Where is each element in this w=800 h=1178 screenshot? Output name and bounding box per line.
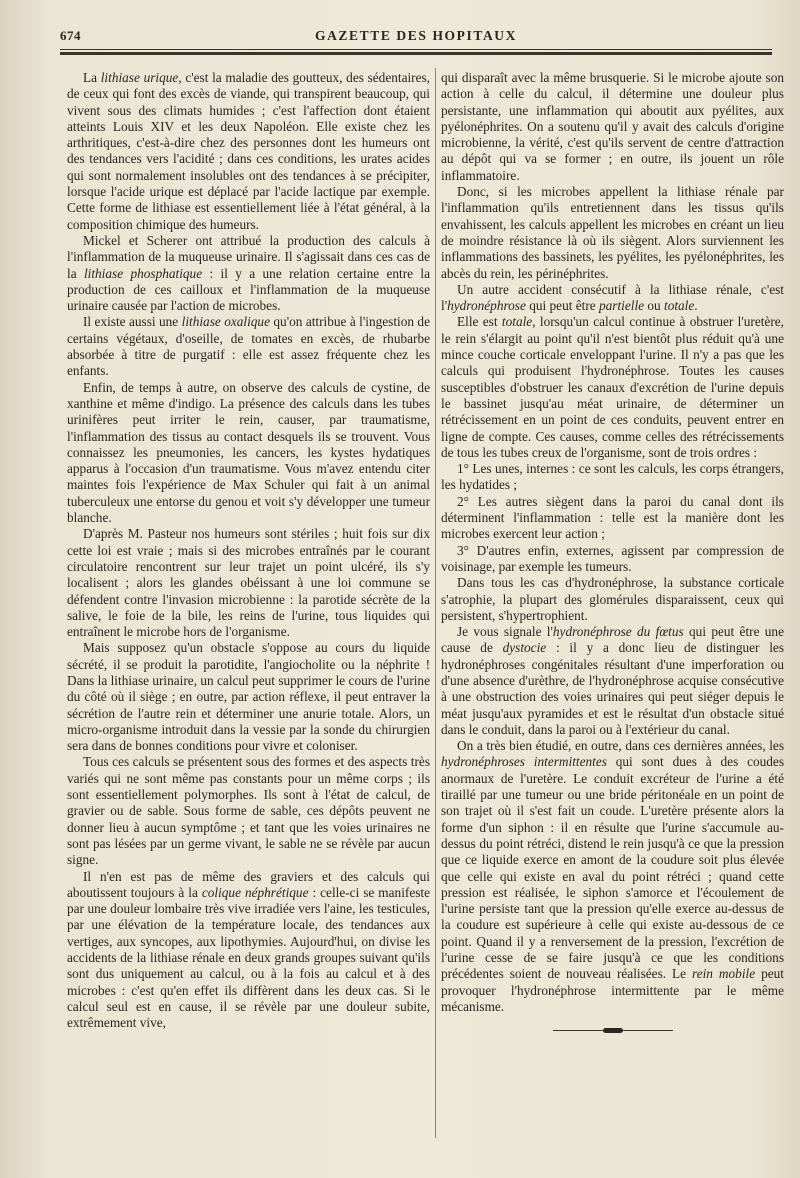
- paragraph-formes: Tous ces calculs se présentent sous des formes et des aspects très variés qui ne sont même pas constants pour un même corps ; ils sont essentiellement polymorphes. Ils sont à l'état de calcul, de gravier ou de sable. Sous forme de sable, ces dépôts peuvent ne donner lieu à aucun symptôme ; et tant que les voies urinaires ne sont pas lésées par un germe vivant, le sable ne se révèle par aucun signe.: [67, 754, 430, 868]
- term-hydronephrose: hydronéphrose: [447, 298, 526, 314]
- paragraph-lithiase-urique: [67, 70, 430, 233]
- text-run: ou: [644, 298, 664, 314]
- text-run: qui peut être: [525, 298, 599, 314]
- text-run: peut provoquer l'hydronéphrose intermittente par le même mécanisme.: [441, 966, 784, 1014]
- paragraph-intermittentes: [441, 738, 784, 1015]
- term-partielle: partielle: [598, 298, 645, 314]
- term-rein-mobile: rein mobile: [692, 966, 756, 982]
- text-run: qu'on attribue à l'ingestion de certains végétaux, d'oseille, de tomates en excès, de rhubarbe absorbée à titre de purgatif : elle est assez fréquente chez les enfants.: [67, 314, 430, 379]
- right-column: [441, 70, 784, 1035]
- text-run: , lorsqu'un calcul continue à obstruer l'uretère, le rein s'élargit au point qu'il n'est bientôt plus réduit qu'à une mince couche corticale enveloppant l'urine. Il n'y a pas que les calculs qui produisent l'hydronéphrose. Toutes les causes susceptibles d'obstruer les canaux d'excrétion de l'urine depuis le bassinet jusqu'au méat urinaire, de déterminer un rétrécissement en un point de ces conduits, peuvent entrer en ligne de compte. Ces causes, comme celles des rétrécissements de tous les tubes creux de l'organisme, sont de trois ordres :: [441, 314, 784, 460]
- list-item-paroi: 2° Les autres siègent dans la paroi du canal dont ils déterminent l'inflammation : telle est la manière dont les microbes exercent leur action ;: [441, 493, 784, 542]
- term-lithiase-urique: lithiase urique: [100, 70, 179, 85]
- text-run: La: [83, 70, 101, 85]
- paragraph-lithiase-oxalique: [67, 314, 430, 379]
- paragraph-hydronephrose: [441, 282, 784, 315]
- term-dystocie: dystocie: [502, 640, 547, 656]
- text-run: , c'est la maladie des goutteux, des sédentaires, de ceux qui font des excès de viande, qui transpirent beaucoup, qui vivent sous des climats humides ; c'est l'affection dont étaient atteints Louis XIV et les deux Napoléon. Elle existe chez les arthritiques, c'est-à-dire chez des personnes dont les humeurs ont des tendances vers l'acidité ; dans ces conditions, les urates acides qui sont normalement insolubles ont des tendances à se précipiter, lorsque l'acide urique est déplacé par l'acide lactique par exemple. Cette forme de lithiase est essentiellement liée à l'état général, à la composition chimique des humeurs.: [67, 70, 430, 232]
- left-column: [67, 70, 430, 1032]
- text-run: : il y a donc lieu de distinguer les hydronéphroses congénitales résultant d'une imperforation ou d'une absence d'urèthre, de l'hydronéphrose acquise consécutive à une obstruction des voies urinaires qui peut siéger depuis le méat jusqu'aux pyramides et est le résultat d'un obstacle situé dans le conduit, dans la paroi ou à l'extérieur du canal.: [441, 640, 784, 737]
- paragraph-lithiase-phosphatique: [67, 233, 430, 314]
- term-colique-nephretique: colique néphrétique: [201, 884, 309, 900]
- text-run: qui peut être une cause de: [441, 624, 784, 656]
- paragraph-obstacle: Mais supposez qu'un obstacle s'oppose au cours du liquide sécrété, il se produit la parotidite, l'angiocholite ou la néphrite ! Dans la lithiase urinaire, un calcul peut supprimer le cours de l'urine du côté où il siège ; en outre, par action réflexe, il peut entraver la sécrétion de l'autre rein et déterminer une anurie totale. Alors, un micro-organisme introduit dans la vessie par la sonde du chirurgien sera dans de bonnes conditions pour vivre et coloniser.: [67, 640, 430, 754]
- paragraph-totale: [441, 314, 784, 461]
- text-run: Je vous signale l': [457, 624, 553, 640]
- term-hydronephroses-intermittentes: hydronéphroses intermittentes: [441, 754, 607, 770]
- text-run: Mickel et Scherer ont attribué la production des calculs à l'inflammation de la muqueuse urinaire. Il s'agissait dans ces cas de la: [67, 232, 430, 281]
- paragraph-pasteur: D'après M. Pasteur nos humeurs sont stériles ; huit fois sur dix cette loi est vraie ; mais si des microbes entraînés par le courant circulatoire rencontrent sur leur trajet un point ulcéré, ils s'y localisent ; alors les glandes obéissant à une loi commune se défendent contre l'invasion microbienne : la parotide sécrète de la salive, le foie de la bile, les reins de l'urine, tous liquides qui entraînent le microbe hors de l'organisme.: [67, 526, 430, 640]
- text-run: Il n'en est pas de même des graviers et des calculs qui aboutissent toujours à la: [67, 868, 430, 900]
- paragraph-microbes: Donc, si les microbes appellent la lithiase rénale par l'inflammation qu'ils entretiennent dans les tissus qu'ils envahissent, les calculs appellent les microbes en créant un lieu de moindre résistance là où ils siègent. Alors surviennent les inflammations des bassinets, les pyélites, les pyélonéphrites, les abcès du rein, les périnéphrites.: [441, 184, 784, 281]
- ornament-knot: [603, 1028, 623, 1033]
- column-divider: [435, 68, 436, 1138]
- text-run: : celle-ci se manifeste par une douleur lombaire très vive irradiée vers l'aine, les testicules, par une élévation de la température locale, des tendances aux vertiges, aux syncopes, aux lipothymies. Aujourd'hui, on divise les accidents de la lithiase rénale en deux grands groupes suivant qu'ils sont dus uniquement au calcul, ou à la fois au calcul et à des microbes : c'est qu'en effet ils diffèrent dans les deux cas. Si le calcul seul est en cause, il se révèle par une douleur subite, extrêmement vive,: [67, 884, 430, 1031]
- term-lithiase-oxalique: lithiase oxalique: [181, 314, 270, 330]
- text-run: Un autre accident consécutif à la lithiase rénale, c'est l': [441, 281, 784, 314]
- text-run: : il y a une relation certaine entre la production de ces cailloux et l'inflammation de la muqueuse urinaire causée par l'action de microbes.: [67, 265, 430, 314]
- list-item-externes: 3° D'autres enfin, externes, agissent par compression de voisinage, par exemple les tumeurs.: [441, 542, 784, 574]
- masthead-title: GAZETTE DES HOPITAUX: [314, 28, 518, 43]
- text-run: Elle est: [457, 314, 502, 330]
- text-run: On a très bien étudié, en outre, dans ces dernières années, les: [457, 738, 784, 754]
- text-run: Il existe aussi une: [83, 314, 182, 330]
- paragraph-foetus: [441, 624, 784, 738]
- term-lithiase-phosphatique: lithiase phosphatique: [83, 265, 203, 281]
- paragraph-colique: [67, 869, 430, 1032]
- header-rule-thick: [60, 52, 772, 55]
- term-totale: totale: [664, 298, 695, 314]
- text-run: .: [694, 298, 698, 314]
- paragraph-atrophie: Dans tous les cas d'hydronéphrose, la substance corticale s'atrophie, la plupart des glomérules disparaissent, ceux qui persistent, s'hypertrophient.: [441, 575, 784, 623]
- paragraph-cystine: Enfin, de temps à autre, on observe des calculs de cystine, de xanthine et même d'indigo. La présence des calculs dans les tubes urinifères peut irriter le rein, causer, par traumatisme, l'inflammation des tissus au contact desquels ils se trouvent. Vous connaissez les pneumonies, les cancers, les kystes hydatiques apparus à l'occasion d'un traumatisme. Vous m'avez entendu citer maintes fois l'expérience de Max Schuler qui fait à un animal tuberculeux une entorse du genou et voit s'y développer une tumeur blanche.: [67, 379, 430, 526]
- paragraph-continuation: qui disparaît avec la même brusquerie. Si le microbe ajoute son action à celle du calcul, il détermine une douleur plus persistante, une inflammation qui aboutit aux pyélites, aux pyélonéphrites. On a soutenu qu'il y avait des calculs d'origine microbienne, la vérité, c'est qu'ils servent de centre d'attraction au dépôt qui va se former ; en outre, ils jouent un rôle inflammatoire.: [441, 70, 784, 183]
- header-rule-thin: [60, 49, 772, 50]
- text-run: qui sont dues à des coudes anormaux de l'uretère. Le conduit excréteur de l'urine a été tiraillé par une tumeur ou une bride péritonéale en un point de son trajet où il s'est fait un coude. L'uretère présente alors la forme d'un siphon : il en résulte que l'urine s'accumule au-dessus du point rétréci, distend le rein jusqu'à ce que la pression que ce liquide exerce en amont de la coudure soit plus élevée que celle qui existe en aval du point rétréci ; quand cette pression est réalisée, le siphon s'amorce et l'écoulement de l'urine persiste tant que la pression qu'elle exerce au-dessus de la coudure est supérieure à celle qui existe au-dessous de ce point. Quand il y a renversement de la pression, l'excrétion de l'urine cesse de se faire jusqu'à ce que les conditions précédentes soient de nouveau réalisées. Le: [441, 754, 785, 982]
- page-header: [60, 26, 772, 48]
- list-item-internes: 1° Les unes, internes : ce sont les calculs, les corps étrangers, les hydatides ;: [441, 461, 784, 493]
- page-number: 674: [60, 28, 81, 43]
- end-of-article-ornament: [553, 1027, 673, 1035]
- term-totale-2: totale: [501, 314, 533, 330]
- term-hydronephrose-foetus: hydronéphrose du fœtus: [552, 624, 684, 640]
